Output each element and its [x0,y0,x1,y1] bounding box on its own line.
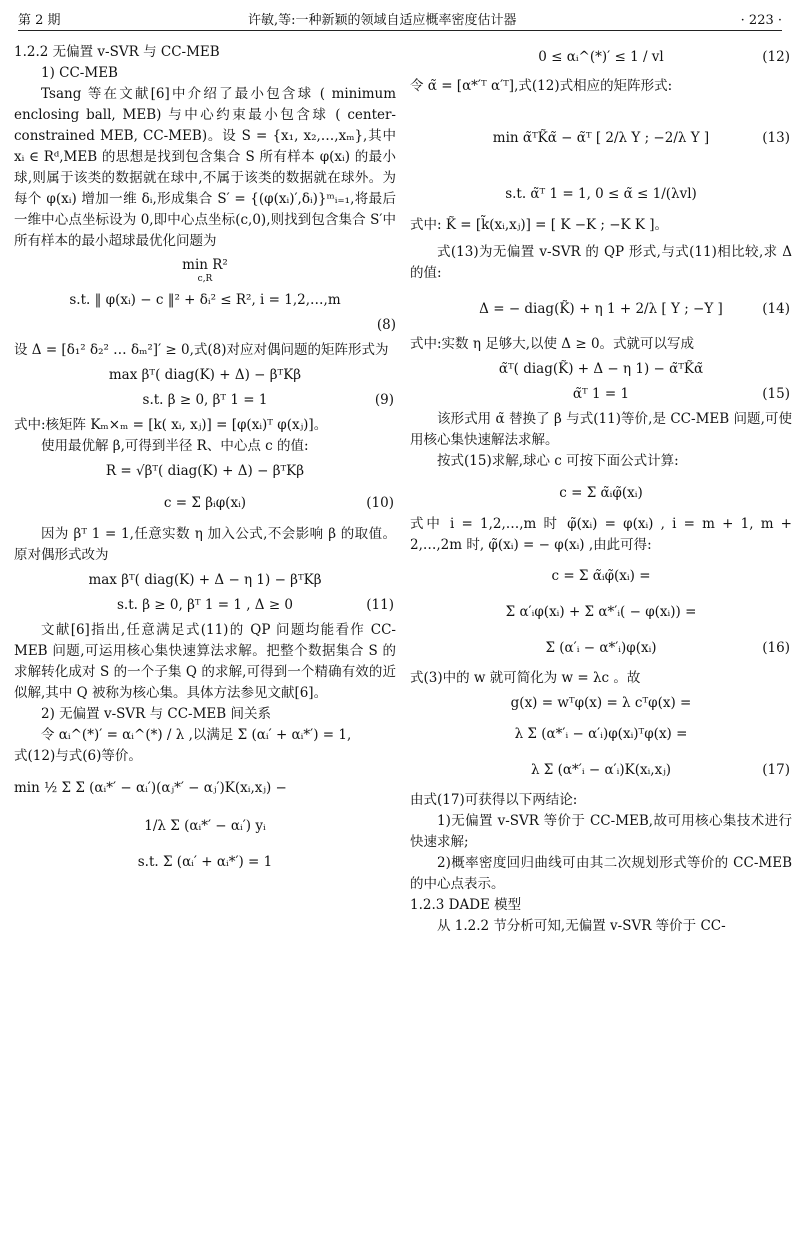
paragraph-kernel-matrix: 式中:核矩阵 Kₘ×ₘ = [k( xᵢ, xⱼ)] = [φ(xᵢ)ᵀ φ(xⱼ)]。 [14,417,328,433]
equation-11-objective: max βᵀ( diag(K) + Δ − η 1) − βᵀKβ [88,572,322,588]
equation-15-objective: α̃ᵀ( diag(K̃) + Δ − η 1) − α̃ᵀK̃α̃ [498,361,704,377]
page-number: · 223 · [740,13,782,28]
running-header [18,8,782,31]
equation-15-constraint: α̃ᵀ 1 = 1 (15) [410,384,792,405]
equation-16-line-1: c = Σ α̃ᵢφ̃(xᵢ) = [551,567,651,584]
equation-9-constraint: s.t. β ≥ 0, βᵀ 1 = 1 (9) [14,390,396,411]
paragraph-alpha-def: 令 αᵢ^(*)′ = αᵢ^(*) / λ ,以满足 Σ (αᵢ′ + αᵢ*′) = 1, [41,727,352,743]
paragraph-eta-large: 式中:实数 η 足够大,以使 Δ ≥ 0。式就可以写成 [410,336,695,352]
equation-10-center: c = Σ βᵢφ(xᵢ) (10) [14,486,396,520]
equation-17-line-3: λ Σ (α*′ᵢ − α′ᵢ)K(xᵢ,xⱼ) (17) [410,754,792,786]
equation-9-objective: max βᵀ( diag(K) + Δ) − βᵀKβ [108,367,302,383]
paragraph-k-tilde: 式中: K̃ = [k̃(xᵢ,xⱼ)] = [ K −K ; −K K ]。 [410,217,669,233]
equation-number: (16) [762,639,790,656]
equation-12-line-1: min ½ Σ Σ (αᵢ*′ − αᵢ′)(αⱼ*′ − αⱼ′)K(xᵢ,xⱼ) − [14,779,287,796]
paragraph-phi-tilde: 式中 i = 1,2,…,m 时 φ̃(xᵢ) = φ(xᵢ) , i = m + 1, m + 2,…,2m 时, φ̃(xᵢ) = − φ(xᵢ) ,由此可得: [410,516,792,553]
equation-number: (17) [762,761,790,778]
equation-number: (12) [762,48,790,65]
equation-14: Δ = − diag(K̃) + η 1 + 2/λ [ Y ; −Y ] (14) [410,288,792,330]
paragraph-core-set: 文献[6]指出,任意满足式(11)的 QP 问题均能看作 CC-MEB 问题,可运用核心集快速算法求解。把整个数据集合 S 的求解转化成对 S 的一个子集 Q 的求解,可得到一个精确有效的近似解,其中 Q 被称为核心集。具体方法参见文献[6]。 [14,622,396,701]
equation-11-constraint: s.t. β ≥ 0, βᵀ 1 = 1 , Δ ≥ 0 (11) [14,595,396,616]
issue-number: 第 2 期 [18,13,61,28]
equation-center-sum: c = Σ α̃ᵢφ̃(xᵢ) [559,484,643,501]
subheading-relation: 2) 无偏置 v-SVR 与 CC-MEB 间关系 [41,706,271,722]
paragraph-qp-compare: 式(13)为无偏置 v-SVR 的 QP 形式,与式(11)相比较,求 Δ 的值: [410,244,792,281]
equation-16-line-2: Σ α′ᵢφ(xᵢ) + Σ α*′ᵢ( − φ(xᵢ)) = [505,603,697,620]
paragraph-eta-note: 因为 βᵀ 1 = 1,任意实数 η 加入公式,不会影响 β 的取值。原对偶形式改为 [14,526,396,563]
paragraph-cc-meb-intro: Tsang 等在文献[6]中介绍了最小包含球 ( minimum enclosing ball, MEB) 与中心约束最小包含球 ( center-constrained MEB, CC-MEB)。设 S = {x₁, x₂,…,xₘ},其中 xᵢ ∈ Rᵈ,MEB 的思想是找到包含集合 S 所有样本 φ(xᵢ) 的最小球,则属于该类的数据就在球中,不属于该类的数据就在球外。为每个 φ(xᵢ) 增加一维 δᵢ,形成集合 S′ = {(φ(xᵢ)′,δᵢ)}ᵐᵢ₌₁,将最后一维中心点坐标设为 0,即中心点坐标(c,0),则找到包含集合 S′中所有样本的最小超球最优化问题为 [14,86,396,249]
paragraph-delta-def: 设 Δ = [δ₁² δ₂² … δₘ²]′ ≥ 0,式(8)对应对偶问题的矩阵形式为 [14,342,389,358]
equation-number: (15) [762,386,790,402]
subheading-cc-meb: 1) CC-MEB [41,65,118,81]
paragraph-w-simplify: 式(3)中的 w 就可简化为 w = λc 。故 [410,670,641,686]
right-column [410,42,792,937]
equation-10-radius: R = √βᵀ( diag(K) + Δ) − βᵀKβ [105,463,305,479]
equation-number: (13) [762,129,790,146]
equation-number: (10) [366,494,394,511]
equation-8-objective: min R² c,R [182,257,228,284]
section-heading-1-2-2: 1.2.2 无偏置 v-SVR 与 CC-MEB [14,44,220,60]
left-column [14,42,396,881]
equation-16-line-3: Σ (α′ᵢ − α*′ᵢ)φ(xᵢ) (16) [410,632,792,664]
paragraph-replacement: 该形式用 α̃ 替换了 β 与式(11)等价,是 CC-MEB 问题,可使用核心集快速解法求解。 [410,411,792,448]
equation-number: (14) [762,300,790,317]
equation-12-line-2: 1/λ Σ (αᵢ*′ − αᵢ′) yᵢ [144,817,266,834]
section-heading-1-2-3: 1.2.3 DADE 模型 [410,897,522,913]
paragraph-conclusion-2: 2)概率密度回归曲线可由其二次规划形式等价的 CC-MEB 的中心点表示。 [410,855,792,892]
paragraph-conclusions-intro: 由式(17)可获得以下两结论: [410,792,578,808]
equation-number: (11) [366,597,394,613]
equation-13-constraint: s.t. α̃ᵀ 1 = 1, 0 ≤ α̃ ≤ 1/(λvl) [505,185,697,202]
equation-13-objective: min α̃ᵀK̃α̃ − α̃ᵀ [ 2/λ Y ; −2/λ Y ] (13) [410,101,792,175]
equation-8-number: (8) [376,317,396,333]
equation-17-line-1: g(x) = wᵀφ(x) = λ cᵀφ(x) = [510,695,692,711]
equation-12-bounds: 0 ≤ αᵢ^(*)′ ≤ 1 / vl (12) [410,42,792,72]
paragraph-center-calc: 按式(15)求解,球心 c 可按下面公式计算: [437,453,679,469]
running-title: 许敏,等:一种新颖的领域自适应概率密度估计器 [248,13,517,28]
equation-17-line-2: λ Σ (α*′ᵢ − α′ᵢ)φ(xᵢ)ᵀφ(x) = [514,725,688,742]
paragraph-optimal-solution: 使用最优解 β,可得到半径 R、中心点 c 的值: [41,438,309,454]
paragraph-dade-intro: 从 1.2.2 节分析可知,无偏置 v-SVR 等价于 CC- [437,918,726,934]
equation-number: (9) [374,392,394,408]
paragraph-equivalence: 式(12)与式(6)等价。 [14,748,142,764]
equation-8-constraint: s.t. ‖ φ(xᵢ) − c ‖² + δᵢ² ≤ R², i = 1,2,…,m [69,292,341,308]
equation-12-line-3: s.t. Σ (αᵢ′ + αᵢ*′) = 1 [137,853,273,870]
paragraph-conclusion-1: 1)无偏置 v-SVR 等价于 CC-MEB,故可用核心集技术进行快速求解; [410,813,792,850]
paragraph-alpha-tilde: 令 α̃ = [α*′ᵀ α′ᵀ],式(12)式相应的矩阵形式: [410,78,673,94]
